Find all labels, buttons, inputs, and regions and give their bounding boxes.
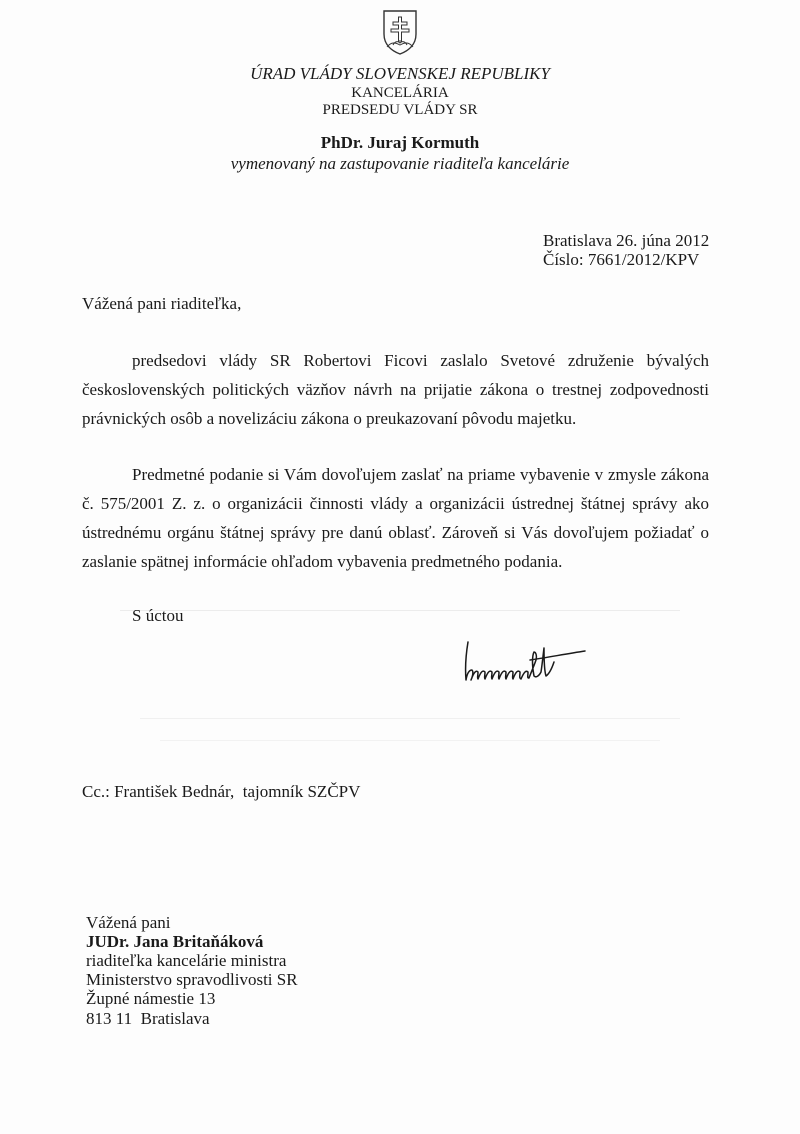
body-paragraph-1: predsedovi vlády SR Robertovi Ficovi zaslalo Svetové združenie bývalých československých politických väzňov návrh na prijatie zákona o trestnej zodpovednosti právnických osôb a novelizáciu zákona o preukazovaní pôvodu majetku. [82, 351, 709, 428]
official-name: PhDr. Juraj Kormuth [320, 133, 480, 152]
recipient-ministry: Ministerstvo spravodlivosti SR [86, 970, 298, 989]
cc-line: Cc.: František Bednár, tajomník SZČPV [82, 782, 361, 801]
scan-artifact-line [140, 718, 680, 719]
recipient-greeting: Vážená pani [86, 913, 171, 932]
scan-artifact-line [160, 740, 660, 741]
scan-artifact-line [120, 610, 680, 611]
place-date: Bratislava 26. júna 2012 [543, 231, 710, 250]
office-name: ÚRAD VLÁDY SLOVENSKEJ REPUBLIKY [250, 64, 550, 83]
department-label: PREDSEDU VLÁDY SR [322, 102, 478, 118]
chancellery-label: KANCELÁRIA [351, 85, 449, 101]
recipient-name: JUDr. Jana Britaňáková [86, 932, 264, 951]
closing: S úctou [132, 606, 184, 625]
reference-number: Číslo: 7661/2012/KPV [543, 250, 700, 269]
salutation: Vážená pani riaditeľka, [82, 294, 242, 313]
signature [460, 630, 595, 690]
official-role: vymenovaný na zastupovanie riaditeľa kancelárie [230, 154, 570, 173]
recipient-city: 813 11 Bratislava [86, 1009, 210, 1028]
state-emblem-icon [381, 8, 419, 56]
body-paragraph-2: Predmetné podanie si Vám dovoľujem zaslať na priame vybavenie v zmysle zákona č. 575/2001 Z. z. o organizácii činnosti vlády a organizácii ústrednej štátnej správy ako ústrednému orgánu štátnej správy pre danú oblasť. Zároveň si Vás dovoľujem požiadať o zaslanie spätnej informácie ohľadom vybavenia predmetného podania. [82, 465, 709, 571]
recipient-title: riaditeľka kancelárie ministra [86, 951, 287, 970]
recipient-street: Župné námestie 13 [86, 989, 216, 1008]
